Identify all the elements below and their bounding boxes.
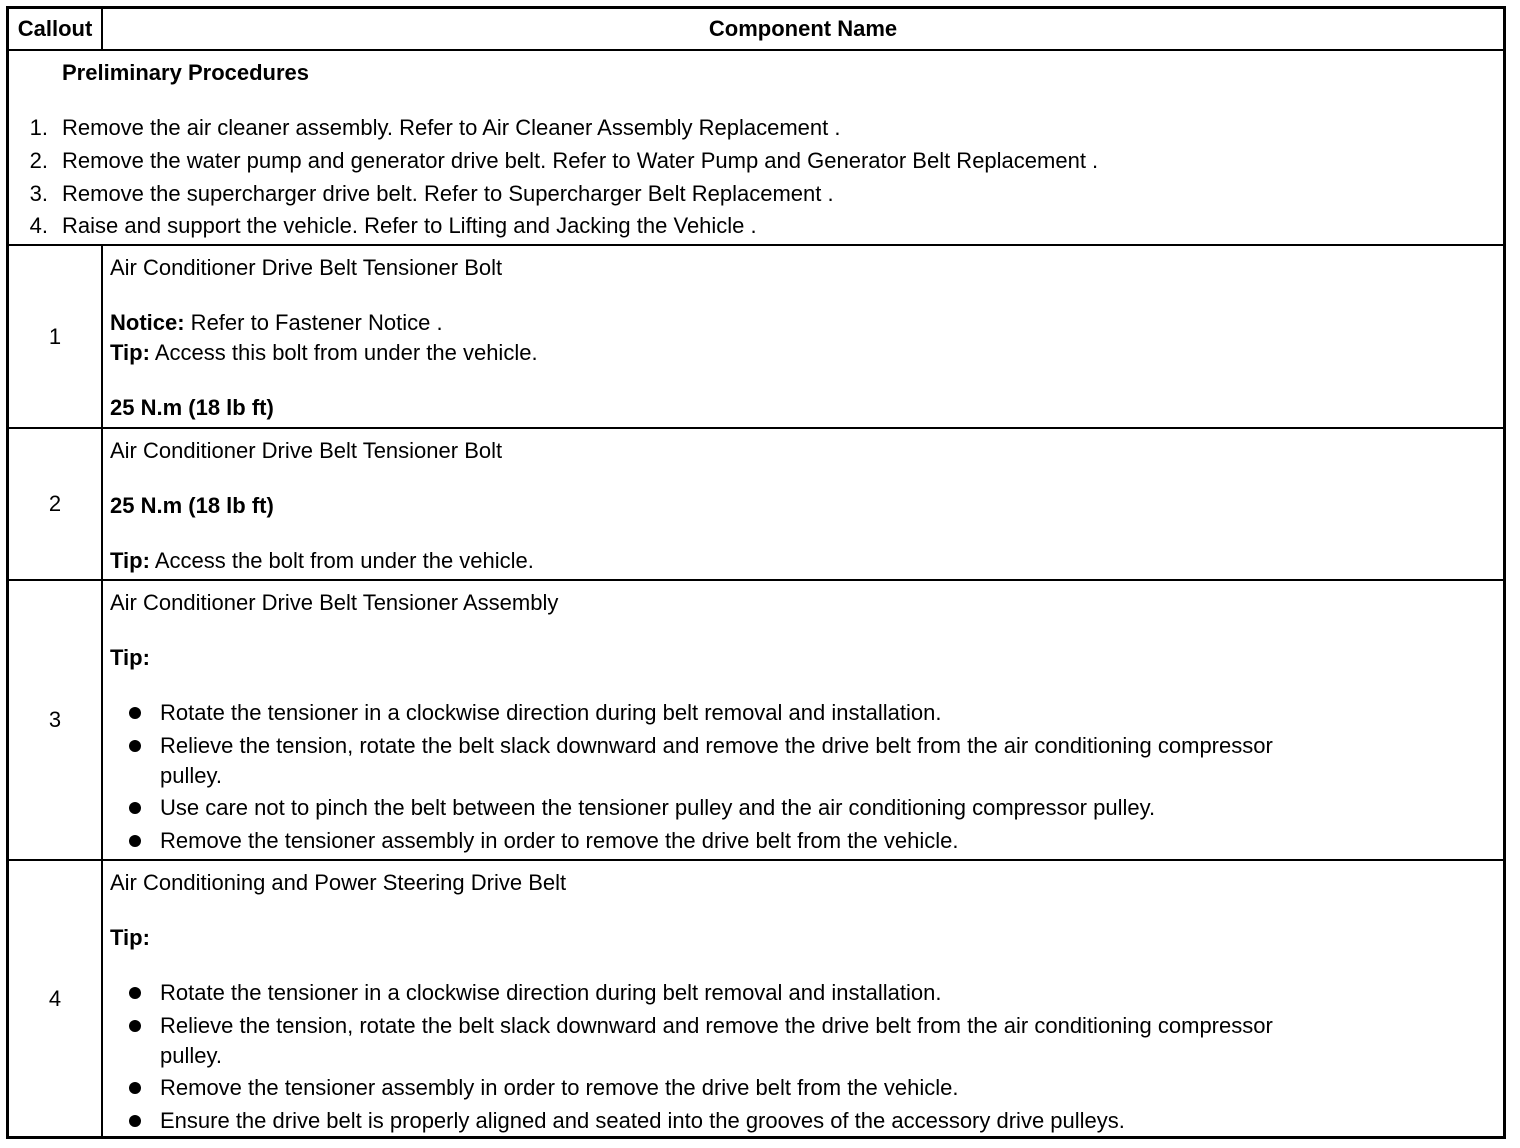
tip-label: Tip:: [110, 645, 150, 670]
table-row: [9, 246, 1503, 429]
torque-spec: 25 N.m (18 lb ft): [110, 493, 274, 518]
bullet-text: Remove the tensioner assembly in order to remove the drive belt from the vehicle.: [160, 1075, 959, 1100]
table-row: [9, 861, 1503, 1136]
tip-label: Tip:: [110, 340, 150, 365]
bullet-icon: [129, 987, 141, 999]
component-name-header-label: Component Name: [708, 16, 898, 41]
bullet-text: Remove the tensioner assembly in order to remove the drive belt from the vehicle.: [160, 828, 959, 853]
bullet-text: Use care not to pinch the belt between the tensioner pulley and the air conditioning compressor pulley.: [160, 795, 1156, 820]
bullet-icon: [129, 802, 141, 814]
table-header-row: [9, 9, 1503, 51]
component-name: Air Conditioner Drive Belt Tensioner Bolt: [110, 438, 503, 463]
bullet-text: Rotate the tensioner in a clockwise direction during belt removal and installation.: [160, 700, 942, 725]
bullet-icon: [129, 1020, 141, 1032]
bullet-text-continued: pulley.: [160, 1043, 222, 1068]
step-text: Raise and support the vehicle. Refer to Lifting and Jacking the Vehicle .: [62, 213, 757, 238]
component-cell: [103, 246, 1503, 427]
notice-line: [110, 310, 443, 336]
component-cell: [103, 581, 1503, 859]
notice-text: Refer to Fastener Notice .: [184, 310, 443, 335]
component-name: Air Conditioner Drive Belt Tensioner Bolt: [110, 255, 503, 280]
bullet-icon: [129, 1115, 141, 1127]
bullet-text: Relieve the tension, rotate the belt slack downward and remove the drive belt from the air conditioning compressor: [160, 1013, 1273, 1038]
tip-line: [110, 340, 538, 366]
tip-text: Access the bolt from under the vehicle.: [149, 548, 534, 573]
step-text: Remove the water pump and generator drive belt. Refer to Water Pump and Generator Belt Replacement .: [62, 148, 1099, 173]
bullet-text-continued: pulley.: [160, 763, 222, 788]
component-name: Air Conditioner Drive Belt Tensioner Assembly: [110, 590, 559, 615]
step-text: Remove the supercharger drive belt. Refer to Supercharger Belt Replacement .: [62, 181, 834, 206]
component-cell: [103, 429, 1503, 579]
tip-label: Tip:: [110, 925, 150, 950]
component-table: [6, 6, 1506, 1139]
callout-number: 3: [9, 581, 103, 859]
bullet-text: Rotate the tensioner in a clockwise direction during belt removal and installation.: [160, 980, 942, 1005]
tip-label: Tip:: [110, 548, 150, 573]
callout-number: 2: [9, 429, 103, 579]
preliminary-row: [9, 51, 1503, 246]
step-text: Remove the air cleaner assembly. Refer to Air Cleaner Assembly Replacement .: [62, 115, 841, 140]
step-number: 1.: [29, 115, 48, 140]
callout-number: 1: [9, 246, 103, 427]
preliminary-title: Preliminary Procedures: [62, 60, 310, 85]
component-name-header: [103, 9, 1503, 49]
tip-text: Access this bolt from under the vehicle.: [149, 340, 538, 365]
bullet-text: Ensure the drive belt is properly aligned and seated into the grooves of the accessory drive pulleys.: [160, 1108, 1125, 1133]
tip-line: [110, 548, 534, 574]
torque-spec: 25 N.m (18 lb ft): [110, 395, 274, 420]
step-number: 4.: [29, 213, 48, 238]
callout-header: Callout: [9, 9, 103, 49]
step-number: 3.: [29, 181, 48, 206]
preliminary-procedures: [9, 51, 1503, 244]
bullet-text: Relieve the tension, rotate the belt slack downward and remove the drive belt from the air conditioning compressor: [160, 733, 1273, 758]
table-row: [9, 429, 1503, 581]
table-row: [9, 581, 1503, 861]
bullet-icon: [129, 1082, 141, 1094]
bullet-icon: [129, 835, 141, 847]
callout-number: 4: [9, 861, 103, 1136]
bullet-icon: [129, 740, 141, 752]
component-cell: [103, 861, 1503, 1136]
notice-label: Notice:: [110, 310, 185, 335]
component-name: Air Conditioning and Power Steering Drive Belt: [110, 870, 567, 895]
step-number: 2.: [29, 148, 48, 173]
bullet-icon: [129, 707, 141, 719]
